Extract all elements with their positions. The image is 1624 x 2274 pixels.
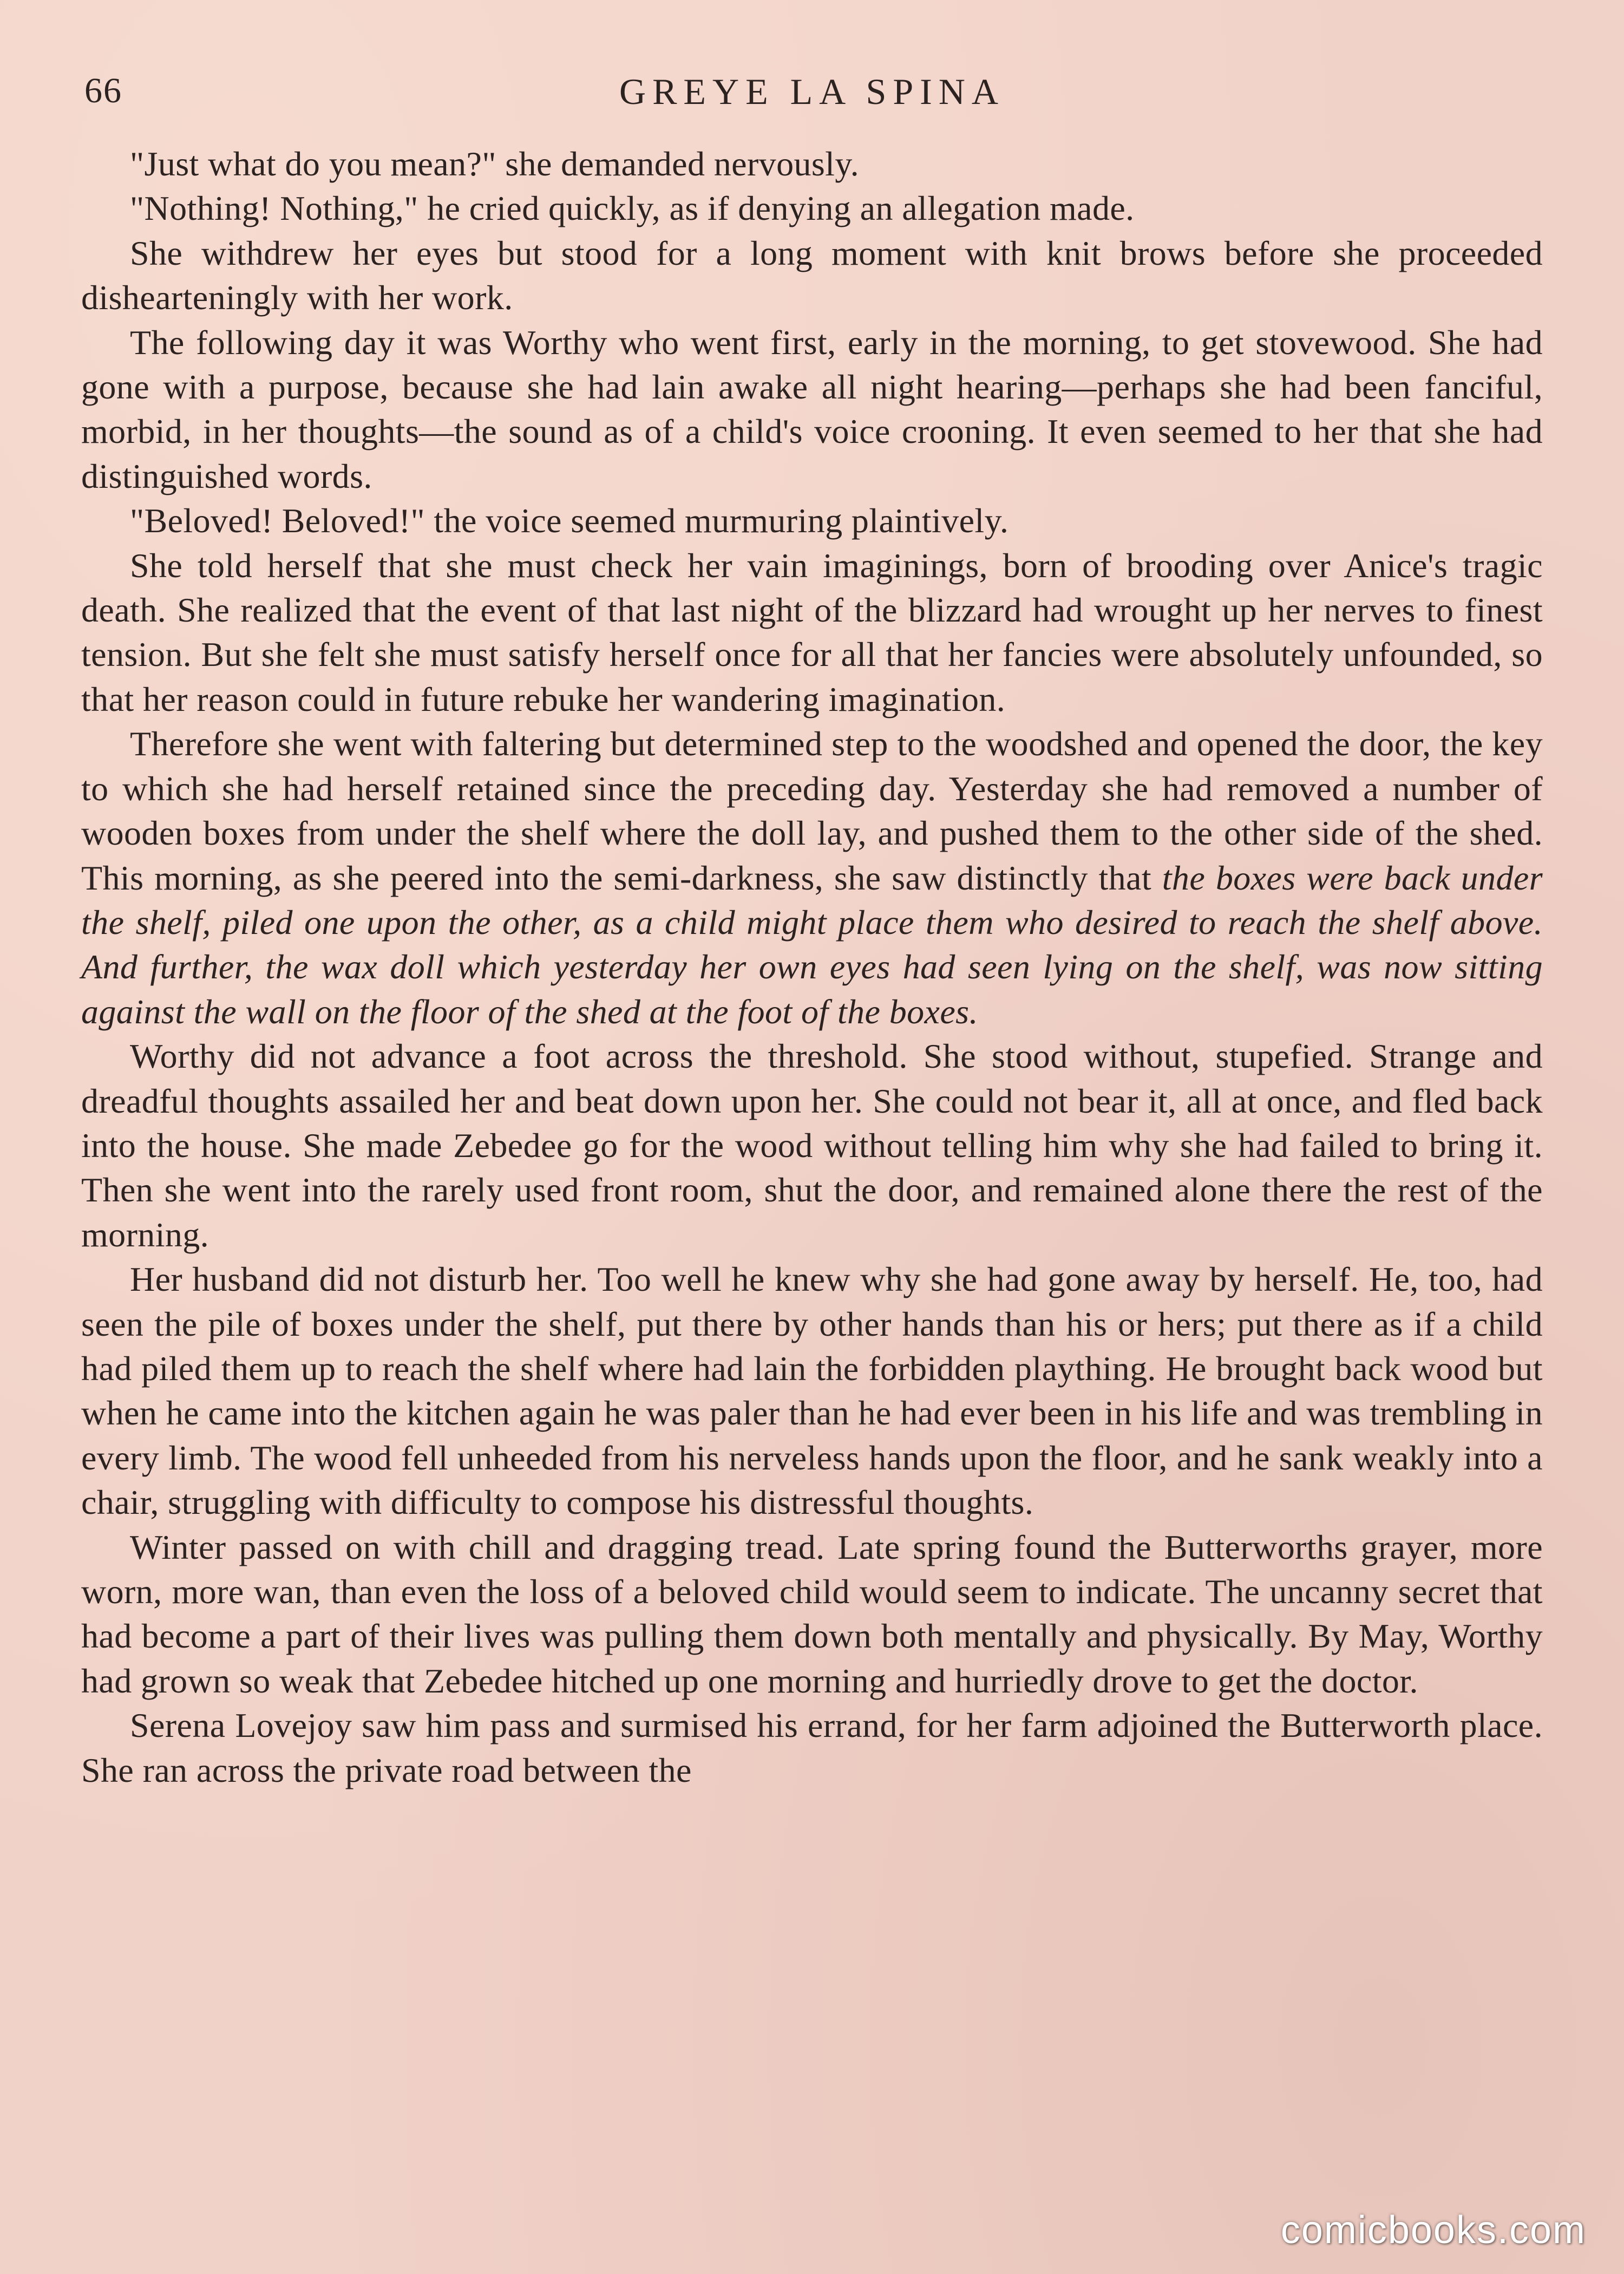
paragraph: The following day it was Worthy who went first, early in the morning, to get stovewood. She had gone with a purpose, because she had lain awake all night hearing—perhaps she had been fanciful, morbid, in her thoughts—the sound as of a child's voice crooning. It even seemed to her that she had distinguished words. — [81, 323, 1543, 495]
paragraph: She withdrew her eyes but stood for a long moment with knit brows before she proceeded dishearteningly with her work. — [81, 233, 1543, 317]
body-text — [81, 142, 1543, 1793]
page-number: 66 — [84, 71, 122, 110]
paragraph: She told herself that she must check her vain imaginings, born of brooding over Anice's tragic death. She realized that the event of that last night of the blizzard had wrought up her nerves to finest tension. But she felt she must satisfy herself once for all that her fancies were absolutely unfounded, so that her reason could in future rebuke her wandering imagination. — [81, 546, 1543, 718]
running-head: GREYE LA SPINA — [619, 71, 1005, 112]
paragraph: Worthy did not advance a foot across the threshold. She stood without, stupefied. Strange and dreadful thoughts assailed her and beat down upon her. She could not bear it, all at once, and fled back into the house. She made Zebedee go for the wood without telling him why she had failed to bring it. Then she went into the rarely used front room, shut the door, and remained alone there the rest of the morning. — [81, 1037, 1543, 1254]
paragraph-italic-text: the boxes were back under the shelf, piled one upon the other, as a child might place them who desired to reach the shelf above. And further, the wax doll which yesterday her own eyes had seen lying on the shelf, was now sitting against the wall on the floor of the shed at the foot of the boxes. — [81, 858, 1543, 1031]
paragraph: Her husband did not disturb her. Too well he knew why she had gone away by herself. He, too, had seen the pile of boxes under the shelf, put there by other hands than his or hers; put there as if a child had piled them up to reach the shelf where had lain the forbidden plaything. He brought back wood but when he came into the kitchen again he was paler than he had ever been in his life and was trembling in every limb. The wood fell unheeded from his nerveless hands upon the floor, and he sank weakly into a chair, struggling with difficulty to compose his distressful thoughts. — [81, 1260, 1543, 1522]
paragraph-text: Therefore she went with faltering but determined step to the woodshed and opened the door, the key to which she had herself retained since the preceding day. Yesterday she had removed a number of wooden boxes from under the shelf where the doll lay, and pushed them to the other side of the shed. This morning, as she peered into the semi-darkness, she saw distinctly that — [81, 724, 1543, 897]
paragraph: "Beloved! Beloved!" the voice seemed murmuring plaintively. — [130, 501, 1009, 540]
paragraph: Serena Lovejoy saw him pass and surmised his errand, for her farm adjoined the Butterworth place. She ran across the private road between the — [81, 1706, 1543, 1789]
paragraph: "Nothing! Nothing," he cried quickly, as if denying an allegation made. — [130, 189, 1135, 228]
watermark: comicbooks.com — [1280, 2208, 1586, 2252]
book-page — [81, 65, 1543, 2209]
page-header — [81, 65, 1543, 130]
paragraph: Winter passed on with chill and dragging tread. Late spring found the Butterworths grayer, more worn, more wan, than even the loss of a beloved child would seem to indicate. The uncanny secret that had become a part of their lives was pulling them down both mentally and physically. By May, Worthy had grown so weak that Zebedee hitched up one morning and hurriedly drove to get the doctor. — [81, 1527, 1543, 1700]
paragraph: "Just what do you mean?" she demanded nervously. — [130, 145, 860, 183]
paragraph — [81, 722, 1543, 1034]
